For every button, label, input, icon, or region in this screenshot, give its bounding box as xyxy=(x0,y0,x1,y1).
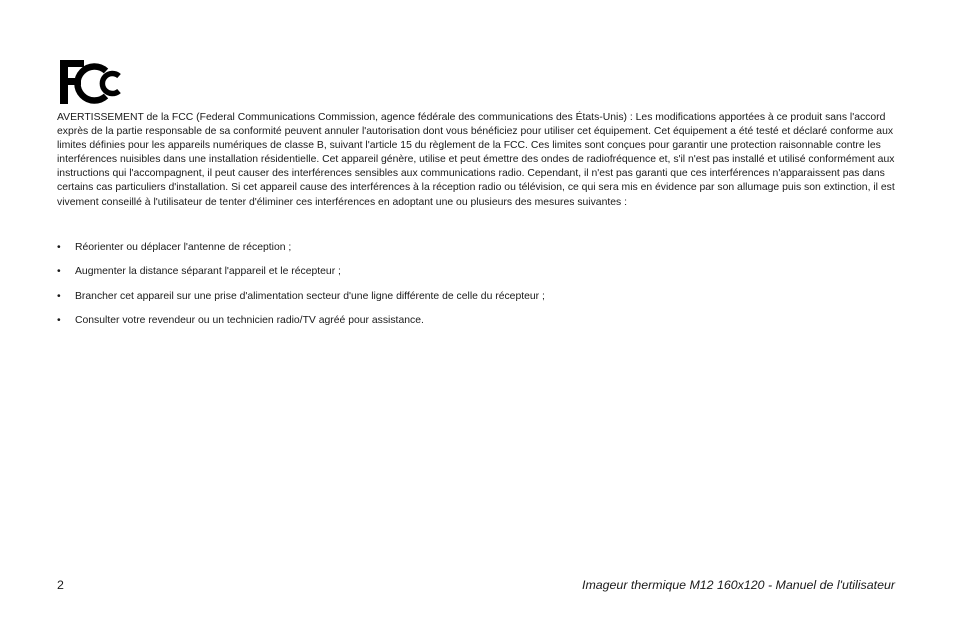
list-item xyxy=(57,314,899,338)
fcc-logo-graphic xyxy=(57,57,125,107)
list-item xyxy=(57,265,899,289)
bullet: • xyxy=(57,290,61,302)
document-title: Imageur thermique M12 160x120 - Manuel de l'utilisateur xyxy=(582,578,895,592)
list-item-text: Augmenter la distance séparant l'appareil et le récepteur ; xyxy=(75,266,341,278)
bullet: • xyxy=(57,266,61,278)
page-number: 2 xyxy=(57,578,64,592)
list-item xyxy=(57,241,899,265)
measures-list xyxy=(57,241,899,338)
list-item xyxy=(57,290,899,314)
list-item-text: Consulter votre revendeur ou un technicien radio/TV agréé pour assistance. xyxy=(75,314,424,326)
bullet: • xyxy=(57,242,61,253)
fcc-warning-paragraph: AVERTISSEMENT de la FCC (Federal Communications Commission, agence fédérale des communications des États-Unis) : Les modifications apportées à ce produit sans l'accord exprès de la partie responsable de sa conformité peuvent annuler l'autorisation dont vous bénéficiez pour utiliser cet équipement. Cet équipement a été testé et déclaré conforme aux limites définies pour les appareils numériques de classe B, suivant l'article 15 du règlement de la FCC. Ces limites sont conçues pour garantir une protection raisonnable contre les interférences nuisibles dans une installation résidentielle. Cet appareil génère, utilise et peut émettre des ondes de radiofréquence et, s'il n'est pas installé et utilisé conformément aux instructions qui l'accompagnent, il peut causer des interférences sensibles aux communications radio. Cependant, il n'est pas garanti que ces interférences n'apparaissent pas dans certains cas particuliers d'installation. Si cet appareil cause des interférences à la réception radio ou télévision, ce qui sera mis en évidence par son allumage puis son extinction, il est vivement conseillé à l'utilisateur de tenter d'éliminer ces interférences en adoptant une ou plusieurs des mesures suivantes : xyxy=(57,112,895,208)
bullet: • xyxy=(57,314,61,326)
list-item-text: Brancher cet appareil sur une prise d'alimentation secteur d'une ligne différente de celle du récepteur ; xyxy=(75,290,545,302)
fcc-logo xyxy=(57,57,125,107)
list-item-text: Réorienter ou déplacer l'antenne de réception ; xyxy=(75,242,292,253)
page-footer xyxy=(57,576,895,594)
